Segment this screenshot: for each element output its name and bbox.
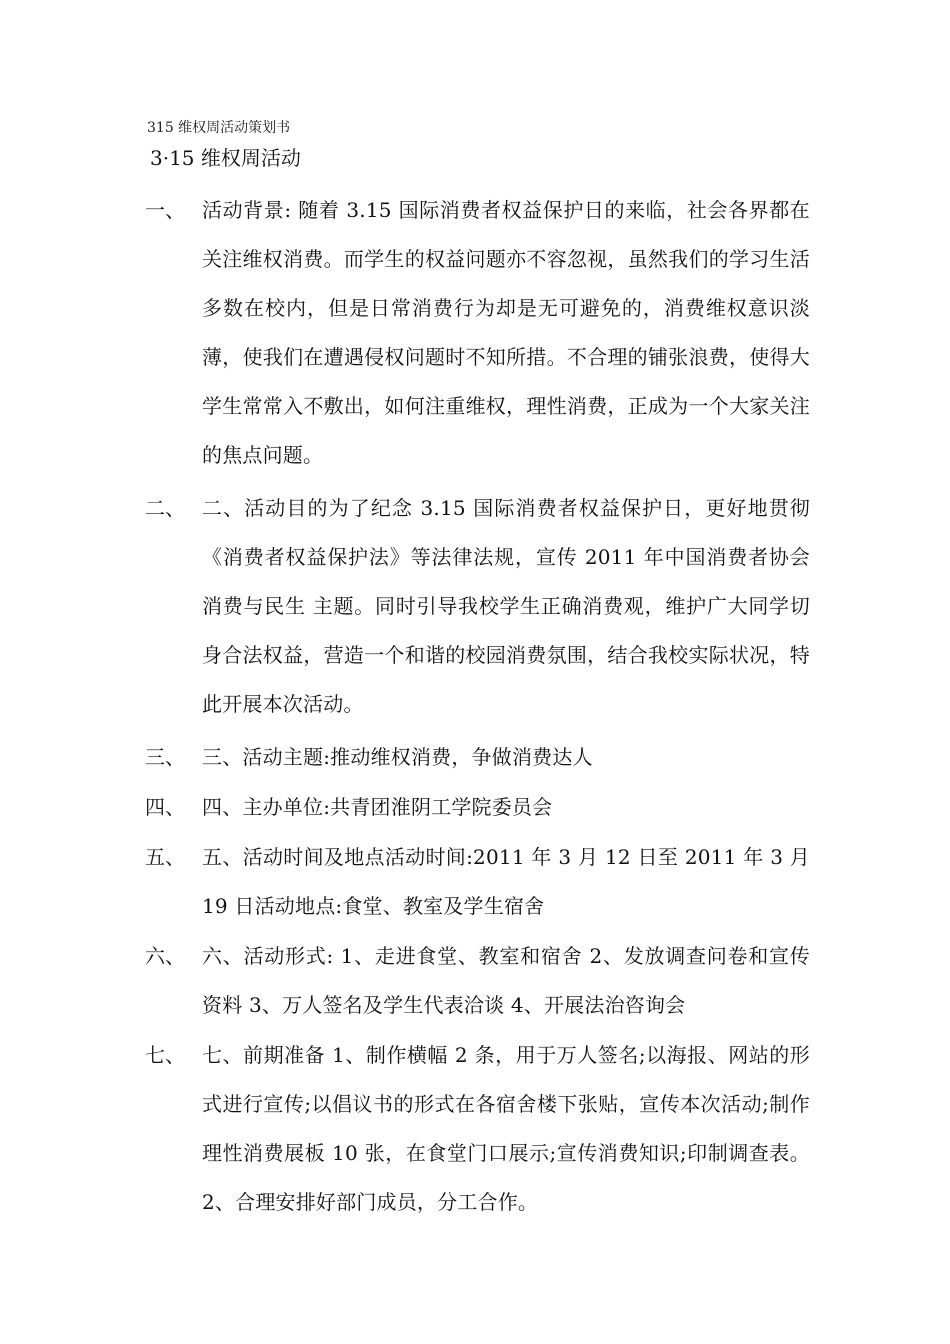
section-marker: 一、 — [145, 198, 185, 222]
section-text: 二、活动目的为了纪念 3.15 国际消费者权益保护日，更好地贯彻《消费者权益保护法》等法律法规，宣传 2011 年中国消费者协会 消费与民生 主题。同时引导我校学生正确消费观，维护广大同学切身合法权益，营造一个和谐的校园消费氛围，结合我校实际状况，特此开展本次活动。 — [202, 496, 810, 716]
section-marker: 三、 — [145, 745, 185, 769]
section-marker: 四、 — [145, 795, 185, 819]
section-purpose — [145, 484, 810, 729]
section-text: 活动背景: 随着 3.15 国际消费者权益保护日的来临，社会各界都在关注维权消费。而学生的权益问题亦不容忽视，虽然我们的学习生活多数在校内，但是日常消费行为却是无可避免的，消费维权意识淡薄，使我们在遭遇侵权问题时不知所措。不合理的铺张浪费，使得大学生常常入不敷出，如何注重维权，理性消费，正成为一个大家关注的焦点问题。 — [202, 198, 810, 467]
section-marker: 七、 — [145, 1043, 185, 1067]
document-title: 3·15 维权周活动 — [150, 146, 301, 170]
section-format — [145, 932, 810, 1030]
section-marker: 六、 — [145, 944, 185, 968]
section-organizer — [145, 783, 810, 832]
section-preparation — [145, 1031, 810, 1227]
document-header-title: 315 维权周活动策划书 — [147, 120, 291, 136]
section-background — [145, 186, 810, 480]
section-text: 五、活动时间及地点活动时间:2011 年 3 月 12 日至 2011 年 3 月 19 日活动地点:食堂、教室及学生宿舍 — [202, 845, 810, 918]
section-text: 四、主办单位:共青团淮阴工学院委员会 — [202, 795, 553, 819]
section-marker: 二、 — [145, 496, 185, 520]
section-marker: 五、 — [145, 845, 185, 869]
section-time-place — [145, 833, 810, 931]
section-text: 三、活动主题:推动维权消费，争做消费达人 — [202, 745, 593, 769]
section-text: 七、前期准备 1、制作横幅 2 条，用于万人签名;以海报、网站的形式进行宣传;以倡议书的形式在各宿舍楼下张贴，宣传本次活动;制作理性消费展板 10 张，在食堂门口展示;宣传消费知识;印制调查表。 2、合理安排好部门成员，分工合作。 — [202, 1043, 810, 1214]
section-text: 六、活动形式: 1、走进食堂、教室和宿舍 2、发放调查问卷和宣传资料 3、万人签名及学生代表洽谈 4、开展法治咨询会 — [202, 944, 810, 1017]
section-theme — [145, 733, 810, 782]
